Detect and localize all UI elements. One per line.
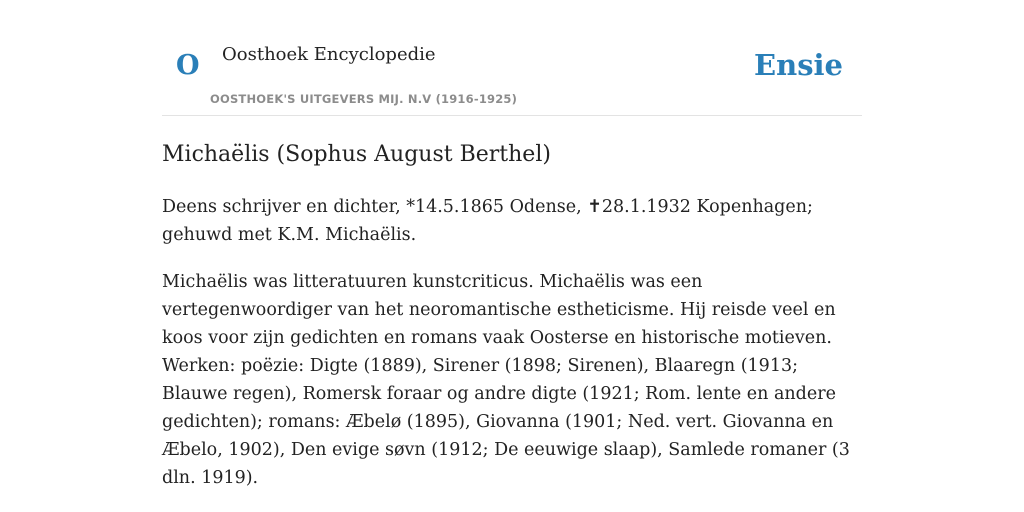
brand-logo-link[interactable]: Ensie [754, 48, 843, 82]
entry-main-paragraph: Michaëlis was litteratuuren kunstcriticus. Michaëlis was een vertegenwoordiger van het neoromantische estheticisme. Hij reisde veel en koos voor zijn gedichten en romans vaak Oosterse en historische motieven. Werken: poëzie: Digte (1889), Sirener (1898; Sirenen), Blaaregn (1913; Blauwe regen), Romersk foraar og andre digte (1921; Rom. lente en andere gedichten); romans: Æbelø (1895), Giovanna (1901; Ned. vert. Giovanna en Æbelo, 1902), Den evige søvn (1912; De eeuwige slaap), Samlede romaner (3 dln. 1919). [162, 272, 850, 488]
page [162, 0, 862, 492]
source-header [162, 0, 862, 116]
source-logo-icon: O [176, 50, 200, 81]
source-subtitle: OOSTHOEK'S UITGEVERS MIJ. N.V (1916-1925) [210, 92, 518, 106]
entry-title: Michaëlis (Sophus August Berthel) [162, 142, 551, 167]
entry-body [162, 193, 862, 492]
entry-intro-paragraph: Deens schrijver en dichter, *14.5.1865 Odense, ✝28.1.1932 Kopenhagen; gehuwd met K.M. Michaëlis. [162, 197, 813, 245]
source-title[interactable]: Oosthoek Encyclopedie [222, 44, 436, 65]
